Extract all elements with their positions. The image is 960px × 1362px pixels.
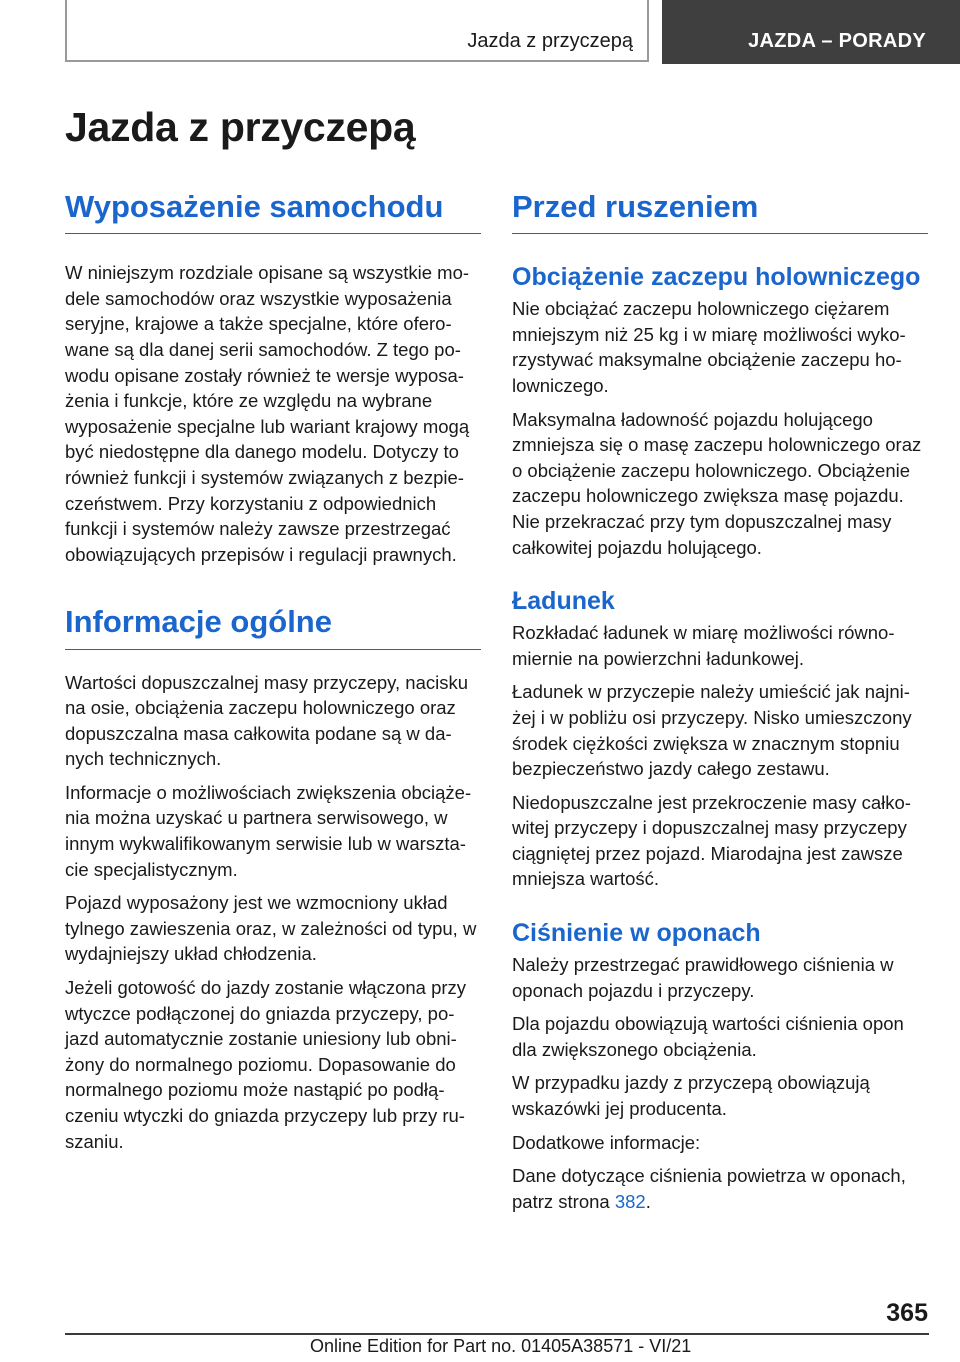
paragraph: Maksymalna ładowność pojazdu holującego zmniejsza się o masę zaczepu holowniczego oraz o obciążenie zaczepu holowniczego. Obciążenie zaczepu holowniczego zwiększa masę pojazdu. Nie przekraczać przy tym dopuszczalnej masy całkowitej pojazdu holującego.: [512, 408, 922, 558]
chapter-tab[interactable]: [662, 0, 960, 64]
paragraph: Dodatkowe informacje:: [512, 1131, 701, 1153]
subheading-cargo: Ładunek: [512, 587, 615, 616]
header-section-title: Jazda z przyczepą: [467, 30, 633, 52]
page-number: 365: [886, 1299, 928, 1327]
right-column: [512, 188, 928, 1214]
section-heading-equipment: Wyposażenie samochodu: [65, 188, 481, 234]
footer-divider: [65, 1333, 929, 1335]
paragraph: W niniejszym rozdziale opisane są wszystkie mo-dele samochodów oraz wszystkie wyposażenia seryjne, krajowe a także specjalne, które ofero-wane są dla danej serii samochodów. Z tego po-wodu opisane zostały również te wersje wyposa-żenia i funkcje, które ze względu na wybrane wyposażenie specjalne lub wariant krajowy mogą być niedostępne dla danego modelu. Dotyczy to również funkcji i systemów związanych z bezpie-czeństwem. Przy korzystaniu z odpowiednich funkcji i systemów należy zawsze przestrzegać obowiązujących przepisów i regulacji prawnych.: [65, 262, 470, 565]
section-heading-before-departure: Przed ruszeniem: [512, 188, 928, 234]
paragraph: Pojazd wyposażony jest we wzmocniony układ tylnego zawieszenia oraz, w zależności od typu, w wydajniejszy układ chłodzenia.: [65, 892, 477, 965]
paragraph-text: Dane dotyczące ciśnienia powietrza w oponach, patrz strona: [512, 1165, 906, 1212]
paragraph: Dla pojazdu obowiązują wartości ciśnienia opon dla zwiększonego obciążenia.: [512, 1013, 904, 1060]
subheading-tire-pressure: Ciśnienie w oponach: [512, 919, 761, 948]
chapter-tab-label: JAZDA – PORADY: [748, 30, 926, 52]
paragraph-with-link: [512, 1163, 928, 1214]
paragraph: Należy przestrzegać prawidłowego ciśnienia w oponach pojazdu i przyczepy.: [512, 954, 894, 1001]
paragraph-end: .: [645, 1190, 651, 1212]
paragraph: Jeżeli gotowość do jazdy zostanie włączona przy wtyczce podłączonej do gniazda przyczepy, po-jazd automatycznie zostanie uniesiony lub obni-żony do normalnego poziomu. Dopasowanie do normalnego poziomu może nastąpić po podłą-czeniu wtyczki do gniazda przyczepy lub przy ru-szaniu.: [65, 977, 467, 1152]
paragraph: W przypadku jazdy z przyczepą obowiązują wskazówki jej producenta.: [512, 1072, 870, 1120]
edition-note: Online Edition for Part no. 01405A38571 - VI/21: [310, 1336, 692, 1356]
paragraph: Nie obciążać zaczepu holowniczego ciężarem mniejszym niż 25 kg i w miarę możliwości wyko-rzystywać maksymalne obciążenie zaczepu ho-lowniczego.: [512, 298, 906, 396]
page-title: Jazda z przyczepą: [65, 104, 416, 150]
paragraph: Informacje o możliwościach zwiększenia obciąże-nia można uzyskać u partnera serwisowego, w innym wykwalifikowanym serwisie lub w warszta-cie specjalistycznym.: [65, 781, 472, 880]
paragraph: Niedopuszczalne jest przekroczenie masy całko-witej przyczepy i dopuszczalnej masy przyczepy ciągniętej przez pojazd. Miarodajna jest zawsze mniejsza wartość.: [512, 791, 911, 890]
left-column: [65, 188, 481, 1154]
paragraph: Rozkładać ładunek w miarę możliwości równo-miernie na powierzchni ładunkowej.: [512, 622, 895, 669]
paragraph: Wartości dopuszczalnej masy przyczepy, nacisku na osie, obciążenia zaczepu holowniczego oraz dopuszczalna masa całkowita podane są w da-nych technicznych.: [65, 671, 469, 770]
page-reference-link[interactable]: 382: [614, 1190, 646, 1212]
subheading-hitch-load: Obciążenie zaczepu holowniczego: [512, 263, 921, 292]
paragraph: Ładunek w przyczepie należy umieścić jak najni-żej i w pobliżu osi przyczepy. Nisko umieszczony środek ciężkości zwiększa w znacznym stopniu bezpieczeństwo jazdy całego zestawu.: [512, 681, 912, 780]
section-heading-general-info: Informacje ogólne: [65, 603, 481, 649]
header-section-box: [65, 0, 649, 62]
